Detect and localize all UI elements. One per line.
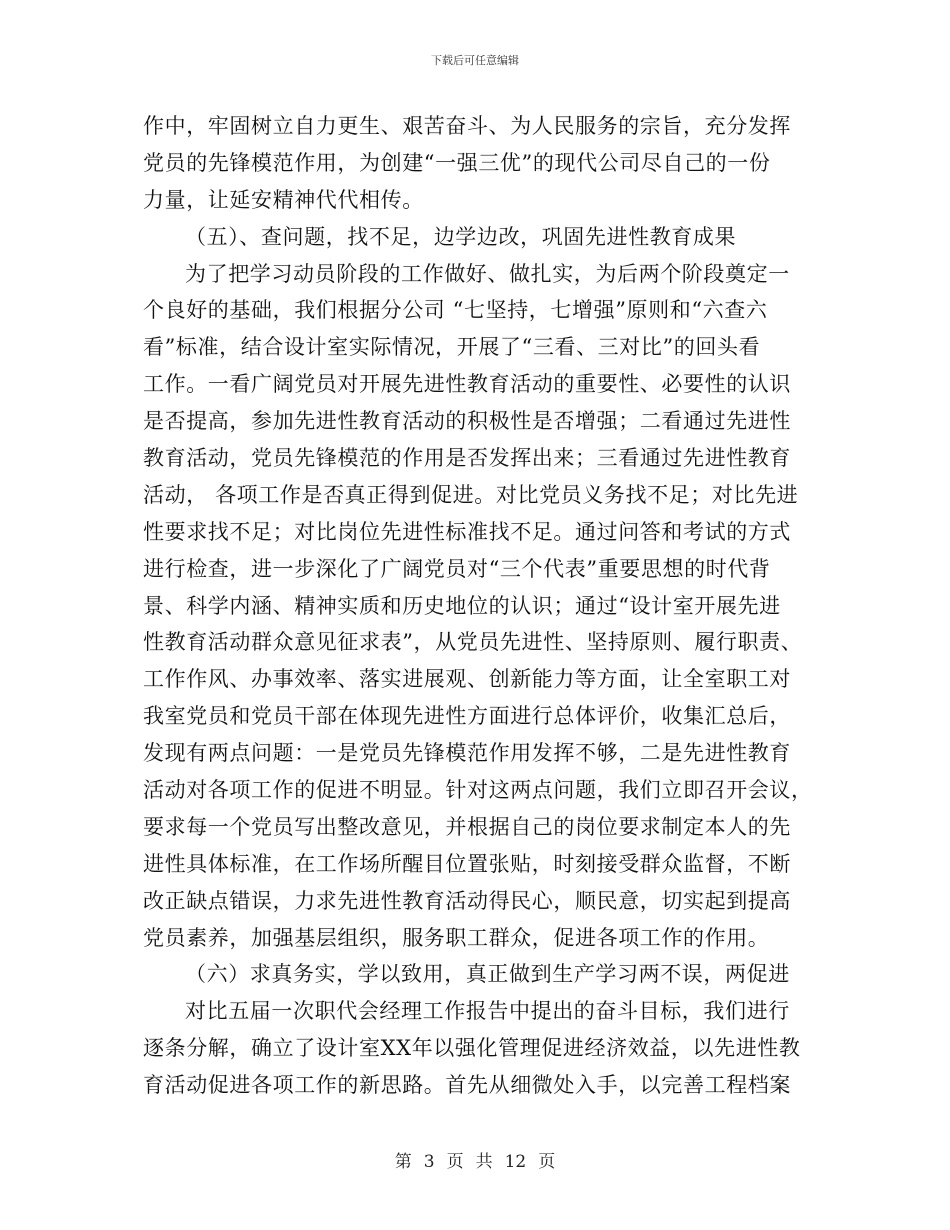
section-heading-5: （五）、查问题，找不足，边学边改，巩固先进性教育成果 xyxy=(185,224,737,249)
text-line: 个良好的基础，我们根据分公司 “七坚持，七增强”原则和“六查六 xyxy=(143,298,768,323)
text-line: 要求每一个党员写出整改意见，并根据自己的岗位要求制定本人的先 xyxy=(143,814,791,839)
text-line: 党员素养，加强基层组织，服务职工群众，促进各项工作的作用。 xyxy=(143,925,770,950)
page-header-note: 下载后可任意编辑 xyxy=(431,54,519,67)
text-line: 进行检查，进一步深化了广阔党员对“三个代表”重要思想的时代背 xyxy=(143,556,771,581)
text-line: 性教育活动群众意见征求表”，从党员先进性、坚持原则、履行职责、 xyxy=(143,630,803,655)
page-unit: 页 xyxy=(446,1152,464,1172)
text-line: 工作。一看广阔党员对开展先进性教育活动的重要性、必要性的认识 xyxy=(143,372,791,397)
text-line: 改正缺点错误，力求先进性教育活动得民心，顺民意，切实起到提高 xyxy=(143,888,791,913)
text-line: 力量，让延安精神代代相传。 xyxy=(143,187,424,212)
text-line: 是否提高，参加先进性教育活动的积极性是否增强；二看通过先进性 xyxy=(143,409,791,434)
text-line: 活动， 各项工作是否真正得到促进。对比党员义务找不足；对比先进 xyxy=(143,482,799,507)
text-line: 育活动促进各项工作的新思路。首先从细微处入手，以完善工程档案 xyxy=(143,1073,791,1098)
text-line: 工作作风、办事效率、落实进展观、创新能力等方面，让全室职工对 xyxy=(143,667,791,692)
text-line: 性要求找不足；对比岗位先进性标准找不足。通过问答和考试的方式 xyxy=(143,519,791,544)
total-pages: 12 xyxy=(504,1152,527,1172)
page-number: 3 xyxy=(423,1152,435,1172)
text-line: 活动对各项工作的促进不明显。针对这两点问题，我们立即召开会议， xyxy=(143,778,813,803)
page-footer xyxy=(0,1147,950,1172)
total-word: 共 xyxy=(475,1152,493,1172)
text-line: 我室党员和党员干部在体现先进性方面进行总体评价，收集汇总后， xyxy=(143,704,791,729)
text-line: 教育活动，党员先锋模范的作用是否发挥出来；三看通过先进性教育 xyxy=(143,446,791,471)
text-line: 逐条分解，确立了设计室XX年以强化管理促进经济效益，以先进性教 xyxy=(143,1036,801,1061)
text-line: 党员的先锋模范作用，为创建“一强三优”的现代公司尽自己的一份 xyxy=(143,150,771,175)
paragraph-start: 为了把学习动员阶段的工作做好、做扎实，为后两个阶段奠定一 xyxy=(185,261,790,286)
body-text xyxy=(143,108,813,1104)
text-line: 看”标准，结合设计室实际情况，开展了“三看、三对比”的回头看 xyxy=(143,335,761,360)
text-line: 作中，牢固树立自力更生、艰苦奋斗、为人民服务的宗旨，充分发挥 xyxy=(143,114,791,138)
text-line: 景、科学内涵、精神实质和历史地位的认识；通过“设计室开展先进 xyxy=(143,593,781,618)
total-unit: 页 xyxy=(538,1152,556,1172)
section-heading-6: （六）求真务实，学以致用，真正做到生产学习两不误，两促进 xyxy=(185,962,790,987)
paragraph-start: 对比五届一次职代会经理工作报告中提出的奋斗目标，我们进行 xyxy=(185,999,790,1024)
text-line: 发现有两点问题：一是党员先锋模范作用发挥不够，二是先进性教育 xyxy=(143,741,791,766)
page-word: 第 xyxy=(394,1152,412,1172)
text-line: 进性具体标准，在工作场所醒目位置张贴，时刻接受群众监督，不断 xyxy=(143,851,791,876)
